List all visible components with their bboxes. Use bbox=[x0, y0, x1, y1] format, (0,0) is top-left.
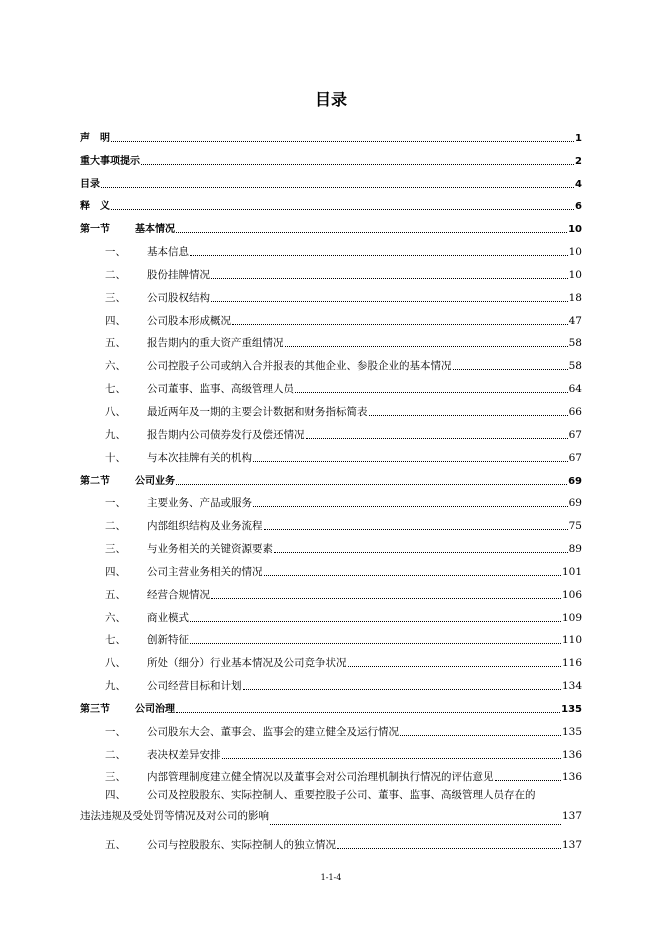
toc-number: 第三节 bbox=[80, 703, 110, 715]
toc-label: 公司与控股股东、实际控制人的独立情况 bbox=[147, 839, 336, 852]
toc-number: 三、 bbox=[105, 771, 126, 784]
toc-leader bbox=[253, 506, 568, 507]
toc-section[interactable] bbox=[80, 465, 582, 488]
toc-number: 第二节 bbox=[80, 475, 110, 487]
toc-number: 十、 bbox=[105, 451, 126, 464]
toc-number: 五、 bbox=[105, 588, 126, 601]
toc-number: 二、 bbox=[105, 748, 126, 761]
toc-label: 公司及控股股东、实际控制人、重要控股子公司、董事、监事、高级管理人员存在的 bbox=[147, 789, 536, 802]
toc-entry[interactable] bbox=[80, 647, 582, 670]
toc-label-continued: 违法违规及受处罚等情况及对公司的影响 bbox=[80, 810, 269, 823]
toc-page: 75 bbox=[568, 520, 582, 533]
toc-leader bbox=[274, 552, 568, 553]
toc-entry[interactable] bbox=[80, 602, 582, 625]
toc-page: 10 bbox=[568, 224, 582, 236]
toc-leader bbox=[190, 255, 568, 256]
toc-number: 第一节 bbox=[80, 224, 110, 236]
toc-label: 公司业务 bbox=[135, 475, 175, 487]
toc-entry[interactable] bbox=[80, 168, 582, 191]
toc-number: 四、 bbox=[105, 789, 126, 802]
toc-entry[interactable] bbox=[80, 305, 582, 328]
toc-leader bbox=[190, 621, 561, 622]
toc-number: 一、 bbox=[105, 725, 126, 738]
toc-number: 二、 bbox=[105, 520, 126, 533]
toc-page: 67 bbox=[568, 428, 582, 441]
toc-page: 47 bbox=[568, 314, 582, 327]
toc-number: 五、 bbox=[105, 839, 126, 852]
toc-page: 135 bbox=[561, 703, 582, 715]
toc-page: 134 bbox=[561, 680, 582, 693]
toc-section[interactable] bbox=[80, 693, 582, 716]
toc-label: 股份挂牌情况 bbox=[147, 268, 210, 281]
toc-label: 声 明 bbox=[80, 132, 110, 144]
toc-entry[interactable] bbox=[80, 670, 582, 693]
page-number-footer: 1-1-4 bbox=[320, 873, 342, 882]
toc-entry[interactable] bbox=[80, 259, 582, 282]
page-title: 目录 bbox=[314, 90, 347, 109]
toc-number: 六、 bbox=[105, 611, 126, 624]
toc-page: 1 bbox=[575, 132, 582, 144]
toc-leader bbox=[111, 141, 574, 142]
toc-page: 58 bbox=[568, 360, 582, 373]
toc-page: 89 bbox=[568, 543, 582, 556]
toc-label: 与业务相关的关键资源要素 bbox=[147, 543, 273, 556]
toc-entry[interactable] bbox=[80, 579, 582, 602]
toc-page: 136 bbox=[561, 771, 582, 784]
toc-page: 10 bbox=[568, 268, 582, 281]
toc-label: 报告期内公司债券发行及偿还情况 bbox=[147, 428, 305, 441]
toc-label: 基本情况 bbox=[135, 224, 175, 236]
toc-page: 116 bbox=[561, 657, 582, 670]
toc-entry[interactable] bbox=[80, 442, 582, 465]
toc-entry[interactable] bbox=[80, 122, 582, 145]
toc-leader bbox=[453, 369, 568, 370]
toc-label: 创新特征 bbox=[147, 634, 189, 647]
toc-entry[interactable] bbox=[80, 373, 582, 396]
toc-leader bbox=[295, 392, 568, 393]
toc-leader bbox=[369, 415, 568, 416]
toc-label: 基本信息 bbox=[147, 246, 189, 259]
toc-leader bbox=[211, 598, 561, 599]
toc-page: 101 bbox=[561, 565, 582, 578]
toc-page: 106 bbox=[561, 588, 582, 601]
toc-page: 10 bbox=[568, 246, 582, 259]
toc-leader bbox=[264, 575, 561, 576]
toc-entry[interactable] bbox=[80, 419, 582, 442]
toc-number: 八、 bbox=[105, 405, 126, 418]
toc-label: 商业模式 bbox=[147, 611, 189, 624]
toc-leader bbox=[495, 780, 561, 781]
toc-label: 公司股权结构 bbox=[147, 291, 210, 304]
toc-label: 公司经营目标和计划 bbox=[147, 680, 242, 693]
toc-label: 重大事项提示 bbox=[80, 155, 140, 167]
toc-number: 九、 bbox=[105, 428, 126, 441]
toc-number: 七、 bbox=[105, 634, 126, 647]
toc-leader bbox=[253, 461, 568, 462]
toc-page: 69 bbox=[568, 475, 582, 487]
toc-page: 135 bbox=[561, 725, 582, 738]
toc-label: 公司控股子公司或纳入合并报表的其他企业、参股企业的基本情况 bbox=[147, 360, 452, 373]
toc-leader bbox=[211, 301, 568, 302]
toc-entry[interactable] bbox=[80, 739, 582, 762]
toc-entry[interactable] bbox=[80, 236, 582, 259]
toc-entry[interactable] bbox=[80, 716, 582, 739]
toc-label: 经营合规情况 bbox=[147, 588, 210, 601]
toc-page: 6 bbox=[575, 201, 582, 213]
toc-number: 三、 bbox=[105, 291, 126, 304]
toc-leader bbox=[141, 164, 574, 165]
toc-leader bbox=[306, 438, 568, 439]
toc-entry[interactable] bbox=[80, 488, 582, 511]
toc-leader bbox=[101, 187, 574, 188]
toc-number: 七、 bbox=[105, 383, 126, 396]
toc-number: 四、 bbox=[105, 565, 126, 578]
toc-entry[interactable] bbox=[80, 396, 582, 419]
toc-label: 公司治理 bbox=[135, 703, 175, 715]
toc-page: 66 bbox=[568, 405, 582, 418]
toc-page: 18 bbox=[568, 291, 582, 304]
toc-leader bbox=[337, 848, 561, 849]
toc-label: 内部管理制度建立健全情况以及董事会对公司治理机制执行情况的评估意见 bbox=[147, 771, 494, 784]
toc-label: 与本次挂牌有关的机构 bbox=[147, 451, 252, 464]
toc-label: 公司股本形成概况 bbox=[147, 314, 231, 327]
toc-entry[interactable] bbox=[80, 625, 582, 648]
toc-leader bbox=[190, 643, 561, 644]
toc-page: 67 bbox=[568, 451, 582, 464]
toc-entry[interactable] bbox=[80, 145, 582, 168]
toc-page: 4 bbox=[575, 178, 582, 190]
toc-leader bbox=[400, 735, 561, 736]
toc-label: 内部组织结构及业务流程 bbox=[147, 520, 263, 533]
toc-number: 一、 bbox=[105, 497, 126, 510]
toc-page: 110 bbox=[561, 634, 582, 647]
table-of-contents bbox=[80, 122, 582, 852]
toc-page: 136 bbox=[561, 748, 582, 761]
toc-entry[interactable] bbox=[80, 829, 582, 852]
toc-leader bbox=[111, 209, 574, 210]
toc-page: 58 bbox=[568, 337, 582, 350]
toc-leader bbox=[232, 324, 568, 325]
toc-page: 2 bbox=[575, 155, 582, 167]
toc-label: 公司主营业务相关的情况 bbox=[147, 565, 263, 578]
toc-leader bbox=[264, 529, 568, 530]
toc-label: 公司董事、监事、高级管理人员 bbox=[147, 383, 294, 396]
toc-leader bbox=[176, 484, 567, 485]
toc-entry[interactable] bbox=[80, 556, 582, 579]
toc-page: 69 bbox=[568, 497, 582, 510]
toc-leader bbox=[348, 666, 561, 667]
toc-entry[interactable] bbox=[80, 191, 582, 214]
toc-entry[interactable] bbox=[80, 533, 582, 556]
toc-page: 137 bbox=[561, 810, 582, 823]
toc-leader bbox=[222, 758, 561, 759]
toc-leader bbox=[176, 712, 560, 713]
toc-leader bbox=[270, 824, 561, 825]
toc-number: 九、 bbox=[105, 680, 126, 693]
toc-label: 报告期内的重大资产重组情况 bbox=[147, 337, 284, 350]
toc-label: 最近两年及一期的主要会计数据和财务指标简表 bbox=[147, 405, 368, 418]
toc-entry[interactable] bbox=[80, 328, 582, 351]
toc-label: 主要业务、产品或服务 bbox=[147, 497, 252, 510]
toc-leader bbox=[285, 346, 568, 347]
toc-entry[interactable] bbox=[80, 282, 582, 305]
toc-number: 二、 bbox=[105, 268, 126, 281]
toc-label: 所处（细分）行业基本情况及公司竞争状况 bbox=[147, 657, 347, 670]
toc-entry-wrapped[interactable] bbox=[80, 784, 582, 829]
toc-entry[interactable] bbox=[80, 510, 582, 533]
toc-page: 64 bbox=[568, 383, 582, 396]
toc-number: 四、 bbox=[105, 314, 126, 327]
toc-page: 109 bbox=[561, 611, 582, 624]
toc-number: 六、 bbox=[105, 360, 126, 373]
toc-number: 一、 bbox=[105, 246, 126, 259]
toc-label: 释 义 bbox=[80, 201, 110, 213]
toc-label: 表决权差异安排 bbox=[147, 748, 221, 761]
toc-section[interactable] bbox=[80, 213, 582, 236]
toc-number: 三、 bbox=[105, 543, 126, 556]
toc-leader bbox=[211, 278, 568, 279]
toc-number: 八、 bbox=[105, 657, 126, 670]
toc-label: 公司股东大会、董事会、监事会的建立健全及运行情况 bbox=[147, 725, 399, 738]
toc-entry[interactable] bbox=[80, 350, 582, 373]
toc-leader bbox=[243, 689, 561, 690]
toc-page: 137 bbox=[561, 839, 582, 852]
toc-entry[interactable] bbox=[80, 762, 582, 785]
toc-number: 五、 bbox=[105, 337, 126, 350]
toc-label: 目录 bbox=[80, 178, 100, 190]
toc-leader bbox=[176, 232, 567, 233]
